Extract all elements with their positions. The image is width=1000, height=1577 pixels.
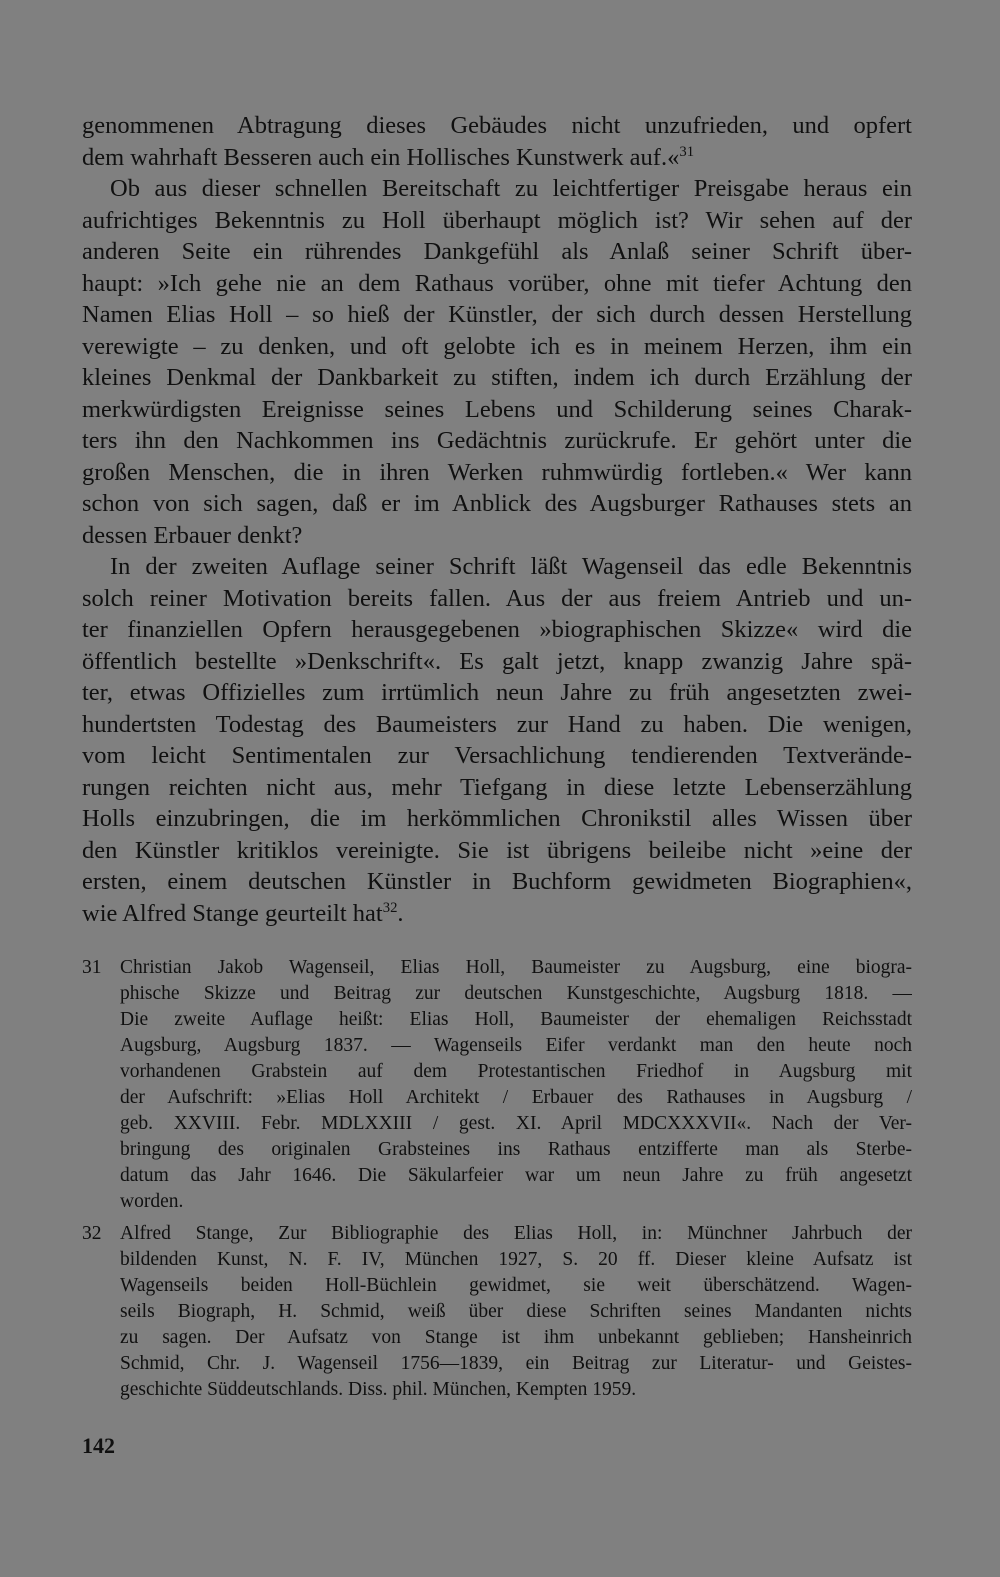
text-line: schon von sich sagen, daß er im Anblick des Augsburger Rathauses stets an	[82, 490, 912, 517]
main-text	[82, 110, 912, 929]
text-line: verewigte – zu denken, und oft gelobte ich es in meinem Herzen, ihm ein	[82, 332, 912, 360]
text-segment: dem wahrhaft Besseren auch ein Hollisches Kunstwerk auf.«	[82, 143, 680, 171]
footnote-line: geschichte Süddeutschlands. Diss. phil. München, Kempten 1959.	[120, 1379, 637, 1400]
footnote-line: geb. XXVIII. Febr. MDLXXIII / gest. XI. April MDCXXXVII«. Nach der Ver-	[120, 1113, 912, 1134]
footnote-line: Wagenseils beiden Holl-Büchlein gewidmet, sie weit überschätzend. Wagen-	[120, 1275, 912, 1296]
text-line: solch reiner Motivation bereits fallen. Aus der aus freiem Antrieb und un-	[82, 584, 912, 612]
footnote-line: datum das Jahr 1646. Die Säkularfeier war um neun Jahre zu früh angesetzt	[120, 1165, 912, 1186]
footnote-line: bringung des originalen Grabsteines ins Rathaus entzifferte man als Sterbe-	[120, 1139, 912, 1160]
footnote-line: der Aufschrift: »Elias Holl Architekt / Erbauer des Rathauses in Augsburg /	[120, 1087, 912, 1108]
footnote-number: 32	[82, 1223, 102, 1244]
text-line: Namen Elias Holl – so hieß der Künstler, der sich durch dessen Herstellung	[82, 301, 912, 328]
text-line: In der zweiten Auflage seiner Schrift läßt Wagenseil das edle Bekenntnis	[110, 553, 912, 580]
paragraph-3	[82, 551, 912, 929]
text-line: ters ihn den Nachkommen ins Gedächtnis zurückrufe. Er gehört unter die	[82, 427, 912, 454]
footnote-line: Augsburg, Augsburg 1837. — Wagenseils Eifer verdankt man den heute noch	[120, 1035, 912, 1056]
text-line: Holls einzubringen, die im herkömmlichen Chronikstil alles Wissen über	[82, 805, 912, 832]
footnote-line: Schmid, Chr. J. Wagenseil 1756—1839, ein Beitrag zur Literatur- und Geistes-	[120, 1353, 912, 1374]
footnote-number: 31	[82, 957, 102, 978]
footnote-ref-31: 31	[679, 143, 695, 160]
text-line: genommenen Abtragung dieses Gebäudes nicht unzufrieden, und opfert	[82, 112, 912, 139]
footnote-line: Die zweite Auflage heißt: Elias Holl, Baumeister der ehemaligen Reichsstadt	[120, 1009, 912, 1030]
footnote-line: Alfred Stange, Zur Bibliographie des Elias Holl, in: Münchner Jahrbuch der	[120, 1223, 912, 1244]
text-line	[82, 898, 912, 930]
text-line: großen Menschen, die in ihren Werken ruhmwürdig fortleben.« Wer kann	[82, 458, 912, 486]
footnotes	[82, 955, 912, 1409]
footnote-line: worden.	[120, 1191, 184, 1212]
paragraph-1	[82, 110, 912, 173]
paragraph-2	[82, 173, 912, 551]
text-line: haupt: »Ich gehe nie an dem Rathaus vorüber, ohne mit tiefer Achtung den	[82, 269, 912, 297]
text-line: aufrichtiges Bekenntnis zu Holl überhaupt möglich ist? Wir sehen auf der	[82, 206, 912, 234]
text-line: merkwürdigsten Ereignisse seines Lebens und Schilderung seines Charak-	[82, 395, 912, 423]
text-line: anderen Seite ein rührendes Dankgefühl als Anlaß seiner Schrift über-	[82, 238, 912, 265]
footnote-ref-32: 32	[382, 899, 398, 916]
footnote-line: bildenden Kunst, N. F. IV, München 1927, S. 20 ff. Dieser kleine Aufsatz ist	[120, 1249, 912, 1270]
text-line: ter, etwas Offizielles zum irrtümlich neun Jahre zu früh angesetzten zwei-	[82, 679, 912, 706]
footnote-line: zu sagen. Der Aufsatz von Stange ist ihm unbekannt geblieben; Hansheinrich	[120, 1327, 912, 1348]
text-line: dessen Erbauer denkt?	[82, 521, 303, 549]
footnote-line: vorhandenen Grabstein auf dem Protestantischen Friedhof in Augsburg mit	[120, 1061, 912, 1082]
footnote-line: seils Biograph, H. Schmid, weiß über diese Schriften seines Mandanten nichts	[120, 1301, 912, 1322]
footnote-32	[82, 1221, 912, 1403]
footnote-line: phische Skizze und Beitrag zur deutschen Kunstgeschichte, Augsburg 1818. —	[120, 983, 912, 1004]
text-line: kleines Denkmal der Dankbarkeit zu stiften, indem ich durch Erzählung der	[82, 364, 912, 391]
text-line: den Künstler kritiklos vereinigte. Sie ist übrigens beileibe nicht »eine der	[82, 836, 912, 864]
text-line	[82, 142, 912, 174]
text-line: ersten, einem deutschen Künstler in Buchform gewidmeten Biographien«,	[82, 868, 912, 895]
text-line: öffentlich bestellte »Denkschrift«. Es galt jetzt, knapp zwanzig Jahre spä-	[82, 647, 912, 675]
text-line: Ob aus dieser schnellen Bereitschaft zu leichtfertiger Preisgabe heraus ein	[110, 175, 912, 202]
text-segment: wie Alfred Stange geurteilt hat	[82, 899, 383, 927]
footnote-31	[82, 955, 912, 1215]
page-number: 142	[82, 1433, 115, 1458]
text-line: ter finanziellen Opfern herausgegebenen »biographischen Skizze« wird die	[82, 616, 912, 643]
footnote-line: Christian Jakob Wagenseil, Elias Holl, Baumeister zu Augsburg, eine biogra-	[120, 957, 912, 978]
text-segment: .	[397, 899, 404, 927]
text-line: vom leicht Sentimentalen zur Versachlichung tendierenden Textverände-	[82, 742, 912, 769]
text-line: hundertsten Todestag des Baumeisters zur Hand zu haben. Die wenigen,	[82, 710, 912, 738]
text-line: rungen reichten nicht aus, mehr Tiefgang in diese letzte Lebenserzählung	[82, 773, 912, 801]
